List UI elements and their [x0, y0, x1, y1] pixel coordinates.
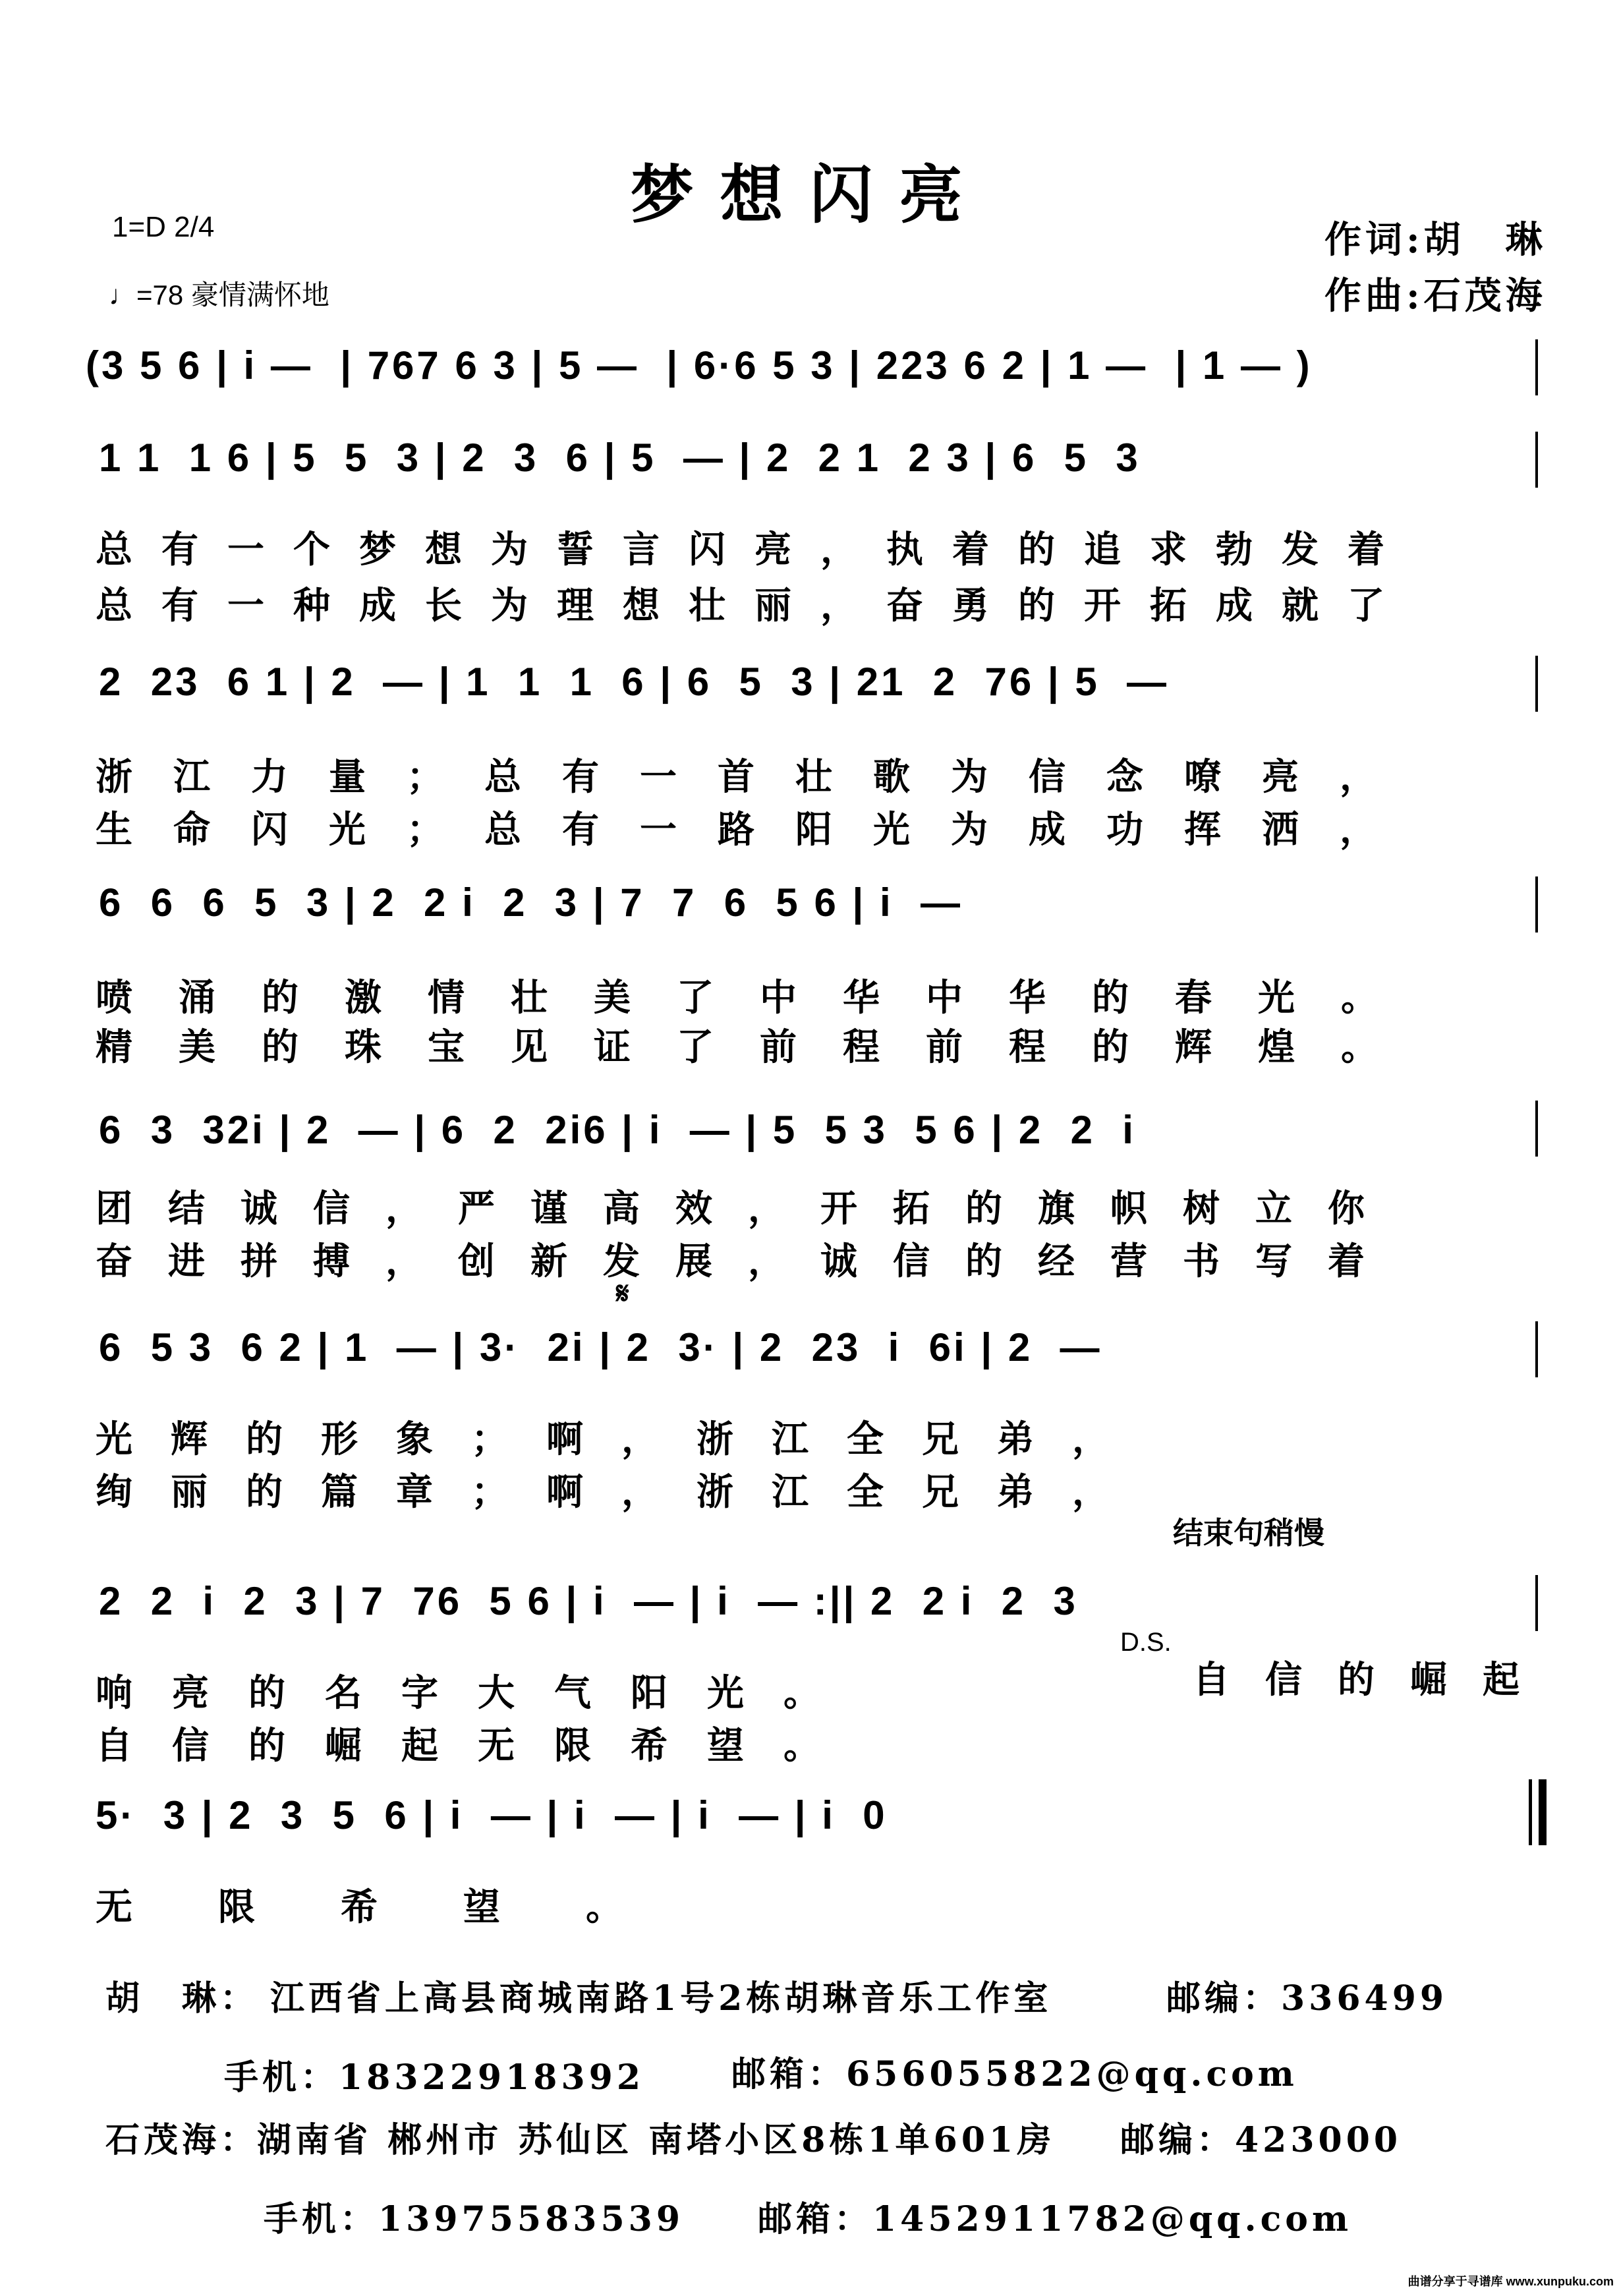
lyricist: 作词:胡 琳 [1324, 218, 1547, 262]
music-line-2: 1 1 1 6 | 5 5 3 | 2 3 6 | 5 — | 2 2 1 2 3 | 6 5 3 [99, 436, 1141, 480]
lyric-line-8: 无限希望。 [96, 1885, 708, 1929]
lyric-line-7b: 自信的崛起无限希望。 [96, 1724, 860, 1767]
barline [1535, 1575, 1538, 1631]
music-line-7: 2 2 i 2 3 | 7 76 5 6 | i — | i — :|| 2 2 i 2 3 [99, 1579, 1078, 1623]
barline [1535, 432, 1538, 488]
lyric-line-2a: 总有一个梦想为誓言闪亮，执着的追求勃发着 [96, 528, 1413, 571]
music-line-8: 5· 3 | 2 3 5 6 | i — | i — | i — | i 0 [96, 1793, 888, 1837]
contact-1-address: 江西省上高县商城南路1号2栋胡琳音乐工作室 [270, 1978, 1052, 2019]
barline [1535, 876, 1538, 933]
music-line-3: 2 23 6 1 | 2 — | 1 1 1 6 | 6 5 3 | 21 2 76 | 5 — [99, 660, 1170, 704]
lyric-line-5b: 奋进拼搏，创新发展，诚信的经营书写着 [96, 1240, 1400, 1283]
lyric-line-4b: 精美的珠宝见证了前程前程的辉煌。 [96, 1025, 1424, 1069]
lyric-line-3b: 生命闪光；总有一路阳光为成功挥洒， [96, 808, 1417, 851]
lyric-line-3a: 浙江力量；总有一首壮歌为信念嘹亮， [96, 755, 1417, 799]
contact-1-name: 胡 琳： [105, 1978, 259, 2019]
barline [1535, 1321, 1538, 1377]
contact-2-address: 湖南省 郴州市 苏仙区 南塔小区8栋1单601房 [257, 2120, 1056, 2160]
watermark-footer: 曲谱分享于寻谱库 www.xunpuku.com [1407, 2275, 1614, 2288]
tempo-marking: ♩=78 豪情满怀地 [109, 279, 329, 310]
lyric-line-5a: 团结诚信，严谨高效，开拓的旗帜树立你 [96, 1187, 1400, 1230]
contact-2-name: 石茂海： [105, 2120, 259, 2160]
lyric-line-6a: 光辉的形象；啊，浙江全兄弟， [96, 1418, 1147, 1461]
contact-2-email: 邮箱：1452911782@qq.com [758, 2199, 1353, 2239]
lyric-line-6b: 绚丽的篇章；啊，浙江全兄弟， [96, 1470, 1147, 1514]
lyric-line-2b: 总有一种成长为理想壮丽，奋勇的开拓成就了 [96, 584, 1413, 627]
final-barline-thin [1529, 1779, 1532, 1845]
music-line-1: (3 5 6 | i — | 767 6 3 | 5 — | 6·6 5 3 | 223 6 2 | 1 — | 1 — ) [86, 343, 1313, 387]
contact-1-postcode: 邮编：336499 [1166, 1978, 1448, 2019]
segno-icon: 𝄋 [616, 1275, 629, 1311]
barline [1535, 339, 1538, 395]
music-line-4: 6 6 6 5 3 | 2 2 i 2 3 | 7 7 6 5 6 | i — [99, 880, 963, 925]
music-line-5: 6 3 32i | 2 — | 6 2 2i6 | i — | 5 5 3 5 6 | 2 2 i [99, 1108, 1136, 1152]
ds-marking: D.S. [1120, 1628, 1172, 1657]
lyric-line-4a: 喷涌的激情壮美了中华中华的春光。 [96, 976, 1424, 1019]
key-signature: 1=D 2/4 [112, 211, 215, 243]
barline [1535, 656, 1538, 712]
music-line-6: 6 5 3 6 2 | 1 — | 3· 2i | 2 3· | 2 23 i 6i | 2 — [99, 1325, 1102, 1369]
ending-tempo-note: 结束句稍慢 [1173, 1515, 1324, 1551]
composer: 作曲:石茂海 [1324, 274, 1547, 318]
lyric-line-7a: 响亮的名字大气阳光。 [96, 1671, 860, 1715]
contact-2-phone: 手机：13975583539 [264, 2199, 684, 2239]
final-barline-thick [1539, 1779, 1547, 1845]
ending-lyric: 自信的崛起 [1193, 1658, 1555, 1702]
contact-1-email: 邮箱：656055822@qq.com [731, 2054, 1298, 2094]
contact-2-postcode: 邮编：423000 [1120, 2120, 1402, 2160]
page-title: 梦想闪亮 [630, 158, 989, 232]
barline [1535, 1101, 1538, 1157]
contact-1-phone: 手机：18322918392 [224, 2057, 644, 2098]
